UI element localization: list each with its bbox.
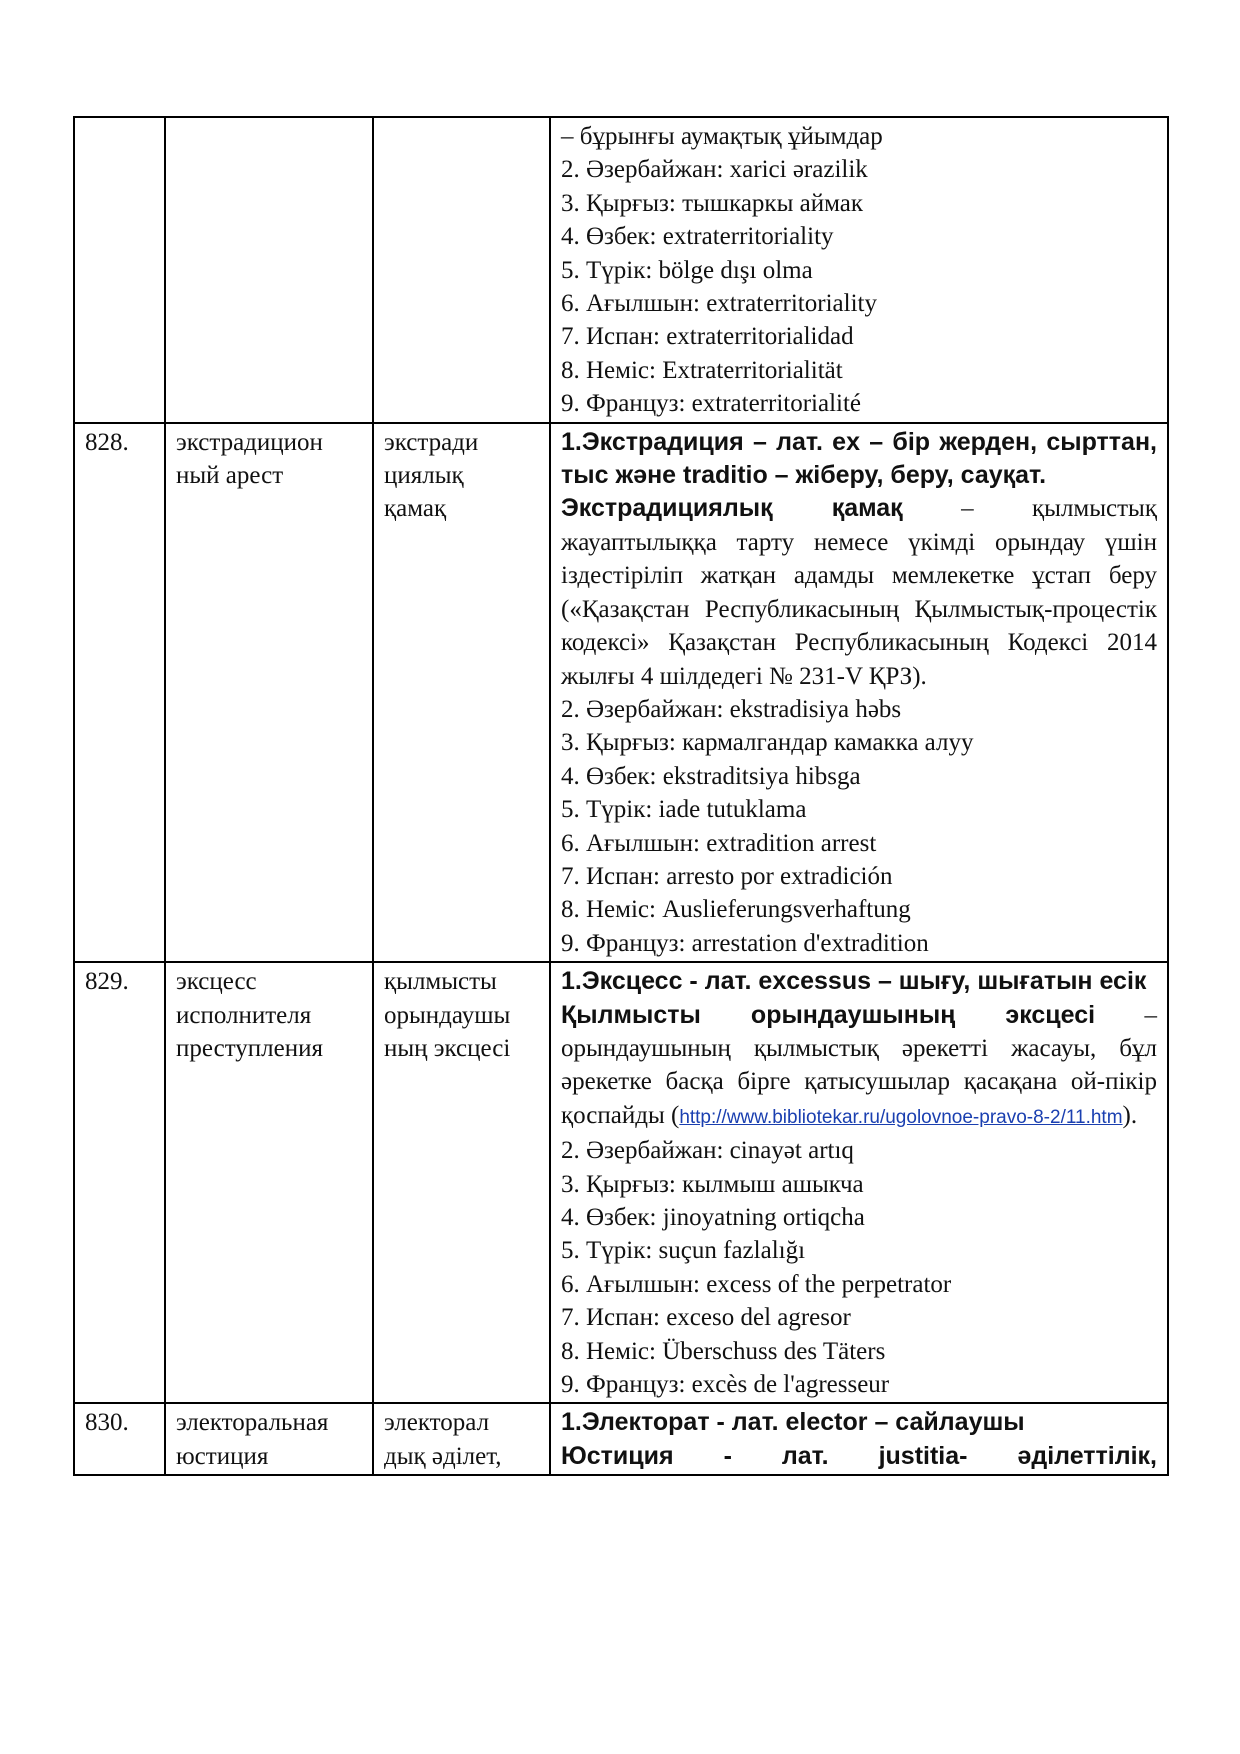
translation-line: 9. Француз: arrestation d'extradition bbox=[561, 929, 929, 957]
translation-line: 4. Өзбек: jinoyatning ortiqcha bbox=[561, 1204, 865, 1231]
table-row bbox=[74, 1403, 1168, 1475]
translation-line: 6. Ағылшын: excess of the perpetrator bbox=[561, 1270, 952, 1298]
term-bold: Қылмысты орындаушының эксцесі bbox=[561, 1000, 1096, 1029]
source-link[interactable]: http://www.bibliotekar.ru/ugolovnoe-pravo-8-2/11.htm bbox=[679, 1106, 1123, 1128]
russian-term: эксцесс исполнителя преступления bbox=[165, 962, 373, 1403]
definition-text: – қылмыстық жауаптылыққа тарту немесе үкімді орындау үшін іздестіріліп жатқан адамды мемлекетке ұстап беру («Қазақстан Республикасының Қылмыстық-процестік кодексі» Қазақстан Республикасының Кодексі 2014 жылғы 4 шілдедегі № 231-V ҚРЗ). bbox=[561, 495, 1158, 690]
translation-line: 7. Испан: exceso del agresor bbox=[561, 1304, 851, 1332]
translation-line: 6. Ағылшын: extraterritoriality bbox=[561, 290, 877, 318]
definition-cell bbox=[550, 1403, 1168, 1475]
translation-line: 4. Өзбек: ekstraditsiya hibsga bbox=[561, 762, 861, 790]
kazakh-term bbox=[373, 117, 550, 423]
table-row bbox=[74, 423, 1168, 963]
translation-line: 2. Әзербайжан: cinayət artıq bbox=[561, 1137, 854, 1165]
translation-line: 5. Түрік: suçun fazlalığı bbox=[561, 1237, 806, 1265]
definition-cell bbox=[550, 962, 1168, 1403]
glossary-table bbox=[73, 116, 1169, 1476]
definition bbox=[561, 492, 1157, 692]
translation-line: 2. Әзербайжан: ekstradisiya həbs bbox=[561, 695, 902, 723]
definition-end: ). bbox=[1122, 1101, 1138, 1129]
translation-line: – бұрынғы аумақтық ұйымдар bbox=[561, 123, 883, 150]
etymology-text: 1.Электорат - лат. elector – сайлаушы bbox=[561, 1408, 1025, 1437]
entry-number: 829. bbox=[74, 962, 165, 1403]
russian-term bbox=[165, 117, 373, 423]
translation-line: 3. Қырғыз: кармалгандар камакка алуу bbox=[561, 729, 974, 757]
translation-line: 9. Француз: excès de l'agresseur bbox=[561, 1371, 890, 1399]
etymology bbox=[561, 965, 1157, 998]
translation-line: 3. Қырғыз: тышкаркы аймак bbox=[561, 189, 863, 217]
definition-cell bbox=[550, 423, 1168, 963]
russian-term: экстрадицион ный арест bbox=[165, 423, 373, 963]
entry-number: 830. bbox=[74, 1403, 165, 1475]
definition bbox=[561, 999, 1157, 1135]
definition-cell bbox=[550, 117, 1168, 423]
translation-line: 7. Испан: arresto por extradición bbox=[561, 862, 893, 890]
table-row bbox=[74, 962, 1168, 1403]
translation-line: 2. Әзербайжан: xarici ərazilik bbox=[561, 156, 868, 184]
translation-line: 7. Испан: extraterritorialidad bbox=[561, 323, 854, 351]
translation-line: 5. Түрік: iade tutuklama bbox=[561, 796, 807, 824]
translation-line: 9. Француз: extraterritorialité bbox=[561, 390, 862, 418]
translation-line: 8. Неміс: Überschuss des Täters bbox=[561, 1337, 886, 1365]
etymology-text: 1.Эксцесс - лат. excessus – шығу, шығатын есік bbox=[561, 967, 1147, 996]
etymology-text: 1.Экстрадиция – лат. ex – бір жерден, сырттан, тыс және traditio – жіберу, беру, сауқат. bbox=[561, 427, 1157, 490]
table-row bbox=[74, 117, 1168, 423]
entry-number: 828. bbox=[74, 423, 165, 963]
etymology-2 bbox=[561, 1440, 1157, 1473]
etymology bbox=[561, 426, 1157, 493]
translation-line: 8. Неміс: Extraterritorialität bbox=[561, 356, 843, 384]
kazakh-term: электорал дық әділет, bbox=[373, 1403, 550, 1475]
translation-line: 5. Түрік: bölge dışı olma bbox=[561, 256, 813, 284]
russian-term: электоральная юстиция bbox=[165, 1403, 373, 1475]
kazakh-term: экстради циялық қамақ bbox=[373, 423, 550, 963]
translation-line: 6. Ағылшын: extradition arrest bbox=[561, 829, 877, 857]
translation-line: 4. Өзбек: extraterritoriality bbox=[561, 223, 834, 251]
translation-line: 3. Қырғыз: кылмыш ашыкча bbox=[561, 1170, 864, 1198]
term-bold: Экстрадициялық қамақ bbox=[561, 494, 903, 523]
kazakh-term: қылмысты орындаушы ның эксцесі bbox=[373, 962, 550, 1403]
translation-line: 8. Неміс: Auslieferungsverhaftung bbox=[561, 896, 911, 924]
definition-text: – орындаушының қылмыстық әрекетті жасауы, бұл әрекетке басқа бірге қатысушылар қасақана ой-пікір қоспайды ( bbox=[561, 1001, 1157, 1129]
etymology-text-2: Юстиция - лат. justitia- әділеттілік, bbox=[561, 1441, 1157, 1470]
entry-number bbox=[74, 117, 165, 423]
etymology bbox=[561, 1406, 1157, 1439]
